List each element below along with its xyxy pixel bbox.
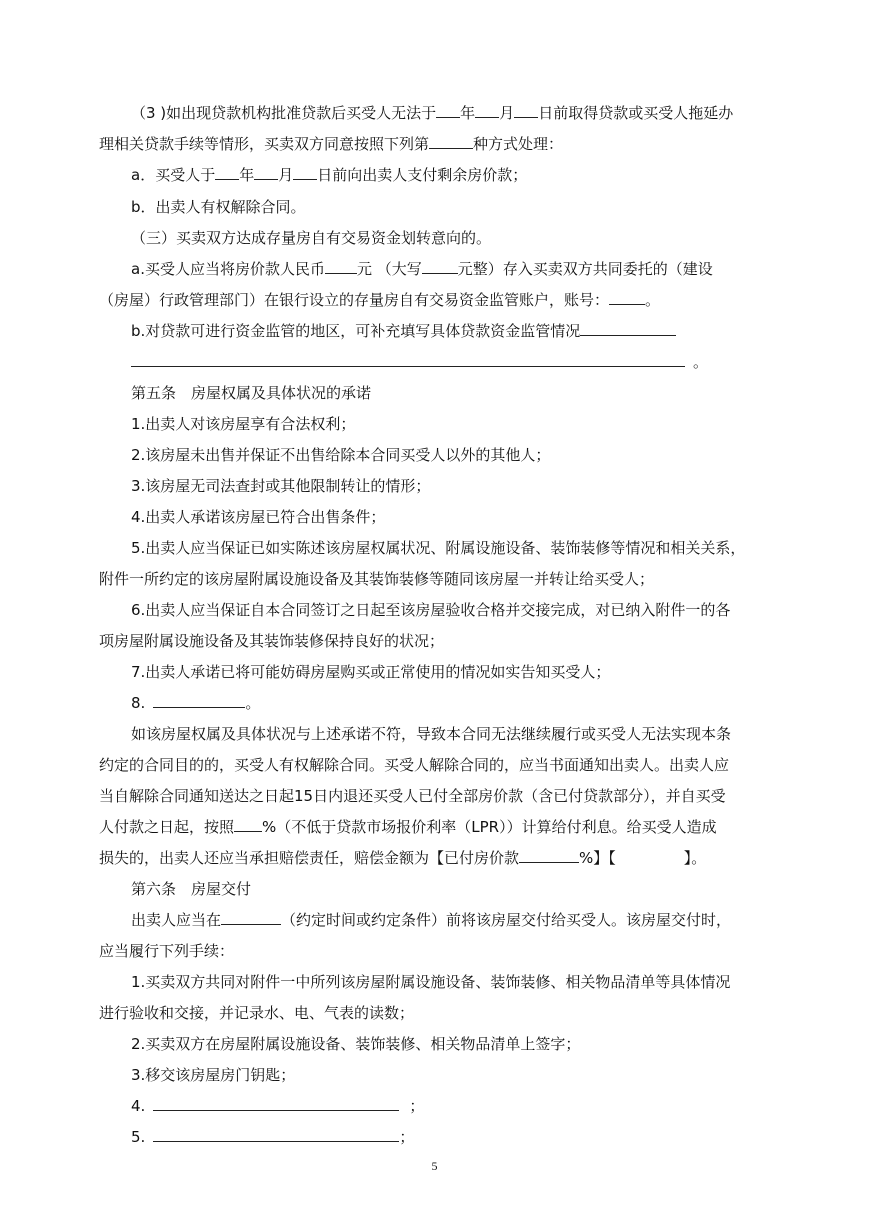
text-segment: （约定时间或约定条件）前将该房屋交付给买受人。该房屋交付时，	[281, 911, 732, 929]
delivery-item-1-continued: 进行验收和交接，并记录水、电、气表的读数；	[99, 1004, 415, 1022]
breach-paragraph-line-3: 当自解除合同通知送达之日起15日内退还买受人已付全部房价款（含已付贷款部分），并自买受	[99, 787, 726, 805]
blank-delivery-time	[221, 910, 281, 925]
blank-amount	[325, 259, 357, 274]
blank-day	[514, 103, 538, 118]
text-segment: 年	[460, 104, 476, 122]
text-segment: 人付款之日起，按照	[99, 818, 235, 836]
text-segment: 月	[278, 166, 294, 184]
article-5-item-5-continued: 附件一所约定的该房屋附属设施设备及其装饰装修等随同该房屋一并转让给买受人；	[99, 570, 655, 588]
article-5-item-5: 5.出卖人应当保证已如实陈述该房屋权属状况、附属设施设备、装饰装修等情况和相关关系，	[131, 539, 746, 557]
article-5-item-8	[131, 693, 260, 713]
blank-method	[429, 134, 473, 149]
blank-year	[215, 165, 239, 180]
breach-paragraph-line-5	[99, 848, 706, 868]
delivery-paragraph	[131, 910, 731, 930]
article-5-item-2: 2.该房屋未出售并保证不出售给除本合同买受人以外的其他人；	[131, 446, 551, 464]
clause-3-loan-delay	[131, 103, 733, 123]
article-5-item-7: 7.出卖人承诺已将可能妨碍房屋购买或正常使用的情况如实告知买受人；	[131, 663, 611, 681]
blank-amount-words	[422, 259, 458, 274]
text-segment: a.买受人应当将房价款人民币	[131, 260, 325, 278]
text-segment: 元整）存入买卖双方共同委托的（建设	[457, 260, 713, 278]
text-segment: b.对贷款可进行资金监管的地区，可补充填写具体贷款资金监管情况	[131, 322, 581, 340]
option-a	[131, 165, 527, 185]
text-segment: 日前取得贷款或买受人拖延办	[538, 104, 734, 122]
text-segment: ；	[399, 1128, 415, 1146]
section-3-heading: （三）买卖双方达成存量房自有交易资金划转意向的。	[131, 229, 492, 247]
text-segment: 理相关贷款手续等情形，买卖双方同意按照下列第	[99, 135, 430, 153]
escrow-clause-a-continued	[99, 290, 660, 310]
escrow-clause-b-continued	[131, 352, 708, 372]
text-segment: （房屋）行政管理部门）在银行设立的存量房自有交易资金监管账户，账号：	[99, 291, 610, 309]
blank-interest-rate	[234, 817, 262, 832]
text-segment: 日前向出卖人支付剩余房价款；	[317, 166, 528, 184]
article-5-item-6-continued: 项房屋附属设施设备及其装饰装修保持良好的状况；	[99, 632, 445, 650]
article-5-item-1: 1.出卖人对该房屋享有合法权利；	[131, 415, 356, 433]
text-segment: 损失的，出卖人还应当承担赔偿责任，赔偿金额为【已付房价款	[99, 849, 520, 867]
article-6-heading: 第六条 房屋交付	[131, 880, 252, 898]
breach-paragraph-line-2: 约定的合同目的的，买受人有权解除合同。买受人解除合同的，应当书面通知出卖人。出卖人应	[99, 756, 730, 774]
blank-day	[293, 165, 317, 180]
breach-paragraph: 如该房屋权属及具体状况与上述承诺不符，导致本合同无法继续履行或买受人无法实现本条	[131, 725, 732, 743]
breach-paragraph-line-4	[99, 817, 717, 837]
delivery-item-1: 1.买卖双方共同对附件一中所列该房屋附属设施设备、装饰装修、相关物品清单等具体情况	[131, 973, 731, 991]
blank-escrow-details-line	[131, 352, 685, 367]
article-5-heading: 第五条 房屋权属及具体状况的承诺	[131, 384, 372, 402]
text-segment: %（不低于贷款市场报价利率（LPR））计算给付利息。给买受人造成	[262, 818, 717, 836]
escrow-clause-b	[131, 321, 676, 341]
blank-item-5	[153, 1127, 399, 1142]
article-5-item-6: 6.出卖人应当保证自本合同签订之日起至该房屋验收合格并交接完成，对已纳入附件一的各	[131, 601, 731, 619]
clause-3-continued	[99, 134, 563, 154]
blank-escrow-details	[580, 321, 676, 336]
article-5-item-4: 4.出卖人承诺该房屋已符合出售条件；	[131, 508, 386, 526]
blank-item-4	[153, 1096, 399, 1111]
delivery-item-4	[131, 1096, 424, 1116]
page-number: 5	[431, 1159, 438, 1173]
text-segment: 5.	[131, 1128, 146, 1146]
text-segment: 出卖人应当在	[131, 911, 222, 929]
text-segment: （3 )如出现贷款机构批准贷款后买受人无法于	[131, 104, 437, 122]
escrow-clause-a	[131, 259, 713, 279]
text-segment: 。	[645, 291, 661, 309]
delivery-item-3: 3.移交该房屋房门钥匙；	[131, 1066, 296, 1084]
text-segment: 种方式处理：	[473, 135, 564, 153]
text-segment: 月	[499, 104, 515, 122]
blank-year	[436, 103, 460, 118]
blank-compensation-percent	[519, 848, 579, 863]
blank-month	[254, 165, 278, 180]
text-segment: 8.	[131, 694, 146, 712]
text-segment: 】。	[683, 849, 707, 867]
text-segment: 年	[239, 166, 255, 184]
text-segment: 4.	[131, 1097, 146, 1115]
text-segment: %】【	[579, 849, 616, 867]
article-5-item-3: 3.该房屋无司法查封或其他限制转让的情形；	[131, 477, 431, 495]
text-segment: a．买受人于	[131, 166, 216, 184]
blank-month	[475, 103, 499, 118]
text-segment: 元 （大写	[356, 260, 422, 278]
delivery-item-5	[131, 1127, 414, 1147]
text-segment: ；	[409, 1097, 425, 1115]
delivery-paragraph-continued: 应当履行下列手续：	[99, 942, 235, 960]
blank-item-8	[153, 693, 245, 708]
delivery-item-2: 2.买卖双方在房屋附属设施设备、装饰装修、相关物品清单上签字；	[131, 1035, 581, 1053]
text-segment: 。	[245, 694, 261, 712]
option-b: b．出卖人有权解除合同。	[131, 198, 306, 216]
blank-account	[609, 290, 645, 305]
text-segment: 。	[693, 353, 709, 371]
